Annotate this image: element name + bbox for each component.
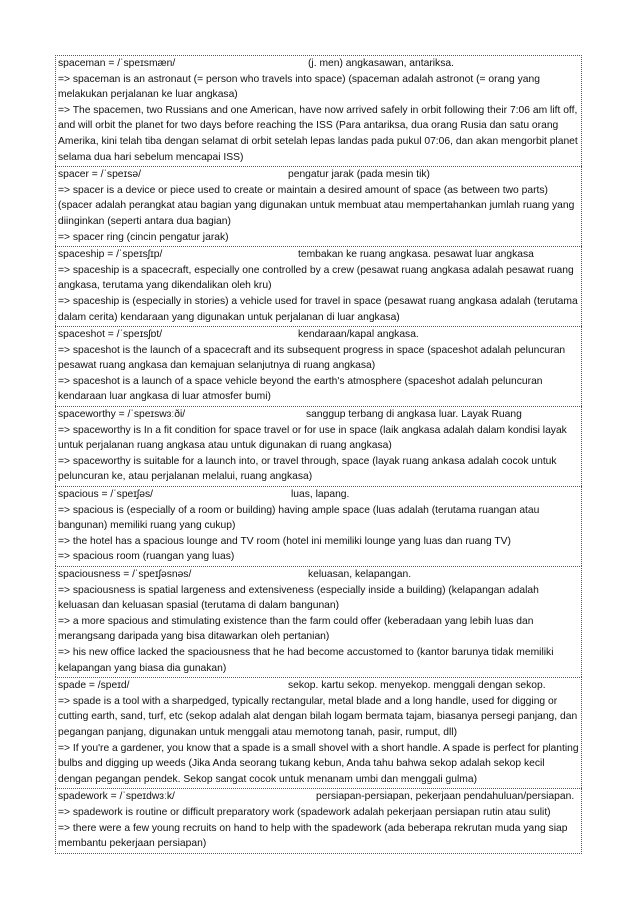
entry-line: => there were a few young recruits on hand to help with the spadework (ada beberapa rekrutan muda yang siap membantu pekerjaan persiapan): [58, 822, 568, 850]
entry-line: => spaceshot is a launch of a space vehicle beyond the earth's atmosphere (spaceshot adalah peluncuran kendaraan luar angkasa di luar atmosfer bumi): [58, 375, 543, 403]
entry-head: [58, 789, 579, 805]
entry-meaning: sekop. kartu sekop. menyekop. menggali dengan sekop.: [288, 680, 546, 692]
entry-spadework: [55, 788, 582, 853]
dictionary-page: [55, 55, 582, 854]
entry-line: => The spacemen, two Russians and one American, have now arrived safely in orbit following their 7:06 am lift off, and will orbit the planet for two days before reaching the ISS (Para antariksa, dua orang Rusia dan satu orang Amerika, kini telah tiba dengan selamat di orbit setelah lepas landas pada pukul 07:06, dan akan mengorbit planet selama dua hari sebelum mencapai ISS): [58, 104, 578, 163]
entry-head: [58, 167, 579, 183]
entry-head: [58, 56, 579, 72]
entry-line: => spaceworthy is In a fit condition for space travel or for use in space (laik angkasa adalah dalam kondisi layak untuk perjalanan ruang angkasa atau untuk digunakan di ruang angkasa): [58, 424, 567, 452]
entry-spacer: [55, 166, 582, 246]
entry-head: [58, 678, 579, 694]
entry-spade: [55, 677, 582, 788]
entry-term: spacer = /ˈspeɪsə/: [58, 169, 141, 181]
entry-term: spaceship = /ˈspeɪsʃɪp/: [58, 249, 163, 261]
entry-spaceship: [55, 246, 582, 326]
entry-line: => spacer ring (cincin pengatur jarak): [58, 231, 229, 243]
entry-term: spade = /speɪd/: [58, 680, 130, 692]
entry-term: spadework = /ˈspeɪdwɜːk/: [58, 791, 175, 803]
entry-line: => spadework is routine or difficult preparatory work (spadework adalah pekerjaan persiapan rutin atau sulit): [58, 806, 551, 818]
entry-spacious: [55, 486, 582, 566]
entry-line: => spaceworthy is suitable for a launch into, or travel through, space (layak ruang ankasa adalah cocok untuk peluncuran ke, atau perjalanan melalui, ruang angkasa): [58, 455, 557, 483]
entry-head: [58, 487, 579, 503]
entry-meaning: kendaraan/kapal angkasa.: [298, 329, 419, 341]
entry-spaciousness: [55, 566, 582, 677]
entry-line: => a more spacious and stimulating existence than the farm could offer (keberadaan yang lebih luas dan merangsang daripada yang bisa ditawarkan oleh pertanian): [58, 615, 534, 643]
entry-head: [58, 327, 579, 343]
entry-meaning: tembakan ke ruang angkasa. pesawat luar angkasa: [298, 249, 534, 261]
entry-head: [58, 567, 579, 583]
entry-spaceworthy: [55, 406, 582, 486]
entry-meaning: sanggup terbang di angkasa luar. Layak Ruang: [306, 409, 522, 421]
entry-head: [58, 407, 579, 423]
entry-line: => spacious room (ruangan yang luas): [58, 551, 235, 563]
entry-line: => If you're a gardener, you know that a spade is a small shovel with a short handle. A spade is perfect for planting bulbs and digging up weeds (Jika Anda seorang tukang kebun, Anda tahu bahwa sekop adalah sekop kecil dengan pegangan pendek. Sekop sangat cocok untuk menanam umbi dan menggali gulma): [58, 742, 579, 785]
entry-line: => his new office lacked the spaciousness that he had become accustomed to (kantor barunya tidak memiliki kelapangan yang biasa dia gunakan): [58, 646, 554, 674]
entry-line: => spacious is (especially of a room or building) having ample space (luas adalah (terutama ruangan atau bangunan) memiliki ruang yang cukup): [58, 504, 540, 532]
entry-meaning: luas, lapang.: [291, 489, 350, 501]
entry-term: spaceshot = /ˈspeɪsʃɒt/: [58, 329, 163, 341]
entry-term: spaciousness = /ˈspeɪʃəsnəs/: [58, 569, 192, 580]
entry-meaning: persiapan-persiapan, pekerjaan pendahuluan/persiapan.: [316, 791, 575, 803]
entry-line: => spaceship is (especially in stories) a vehicle used for travel in space (pesawat ruang angkasa adalah (terutama dalam cerita) kendaraan yang digunakan untuk perjalanan di luar angkasa): [58, 295, 578, 323]
entry-head: [58, 247, 579, 263]
entry-line: => spaceship is a spacecraft, especially one controlled by a crew (pesawat ruang angkasa adalah pesawat ruang angkasa, terutama yang dikendalikan oleh kru): [58, 264, 574, 292]
entry-meaning: (j. men) angkasawan, antariksa.: [308, 58, 454, 69]
entry-meaning: pengatur jarak (pada mesin tik): [288, 169, 430, 181]
entry-line: => spaciousness is spatial largeness and extensiveness (especially inside a building) (kelapangan adalah keluasan dan keluasan spasial (terutama di dalam bangunan): [58, 584, 539, 612]
entry-line: => spaceshot is the launch of a spacecraft and its subsequent progress in space (spaceshot adalah peluncuran pesawat ruang angkasa dan kemajuan selanjutnya di ruang angkasa): [58, 344, 566, 372]
entry-term: spaceman = /ˈspeɪsmæn/: [58, 58, 176, 69]
entry-line: => spade is a tool with a sharpedged, typically rectangular, metal blade and a long handle, used for digging or cutting earth, sand, turf, etc (sekop adalah alat dengan bilah logam bermata tajam, biasanya persegi panjang, dan pegangan panjang, digunakan untuk menggali atau memotong tanah, pasir, rumput, dll): [58, 695, 578, 738]
entry-term: spacious = /ˈspeɪʃəs/: [58, 489, 153, 501]
entry-line: => the hotel has a spacious lounge and TV room (hotel ini memiliki lounge yang luas dan ruang TV): [58, 535, 511, 547]
entry-spaceman: [55, 55, 582, 166]
entry-line: => spacer is a device or piece used to create or maintain a desired amount of space (as between two parts) (spacer adalah perangkat atau bagian yang digunakan untuk membuat atau mempertahankan jumlah ruang yang diinginkan (seperti antara dua bagian): [58, 184, 575, 227]
entry-term: spaceworthy = /ˈspeɪswɜːði/: [58, 409, 186, 421]
entry-spaceshot: [55, 326, 582, 406]
entry-line: => spaceman is an astronaut (= person who travels into space) (spaceman adalah astronot (= orang yang melakukan perjalanan ke luar angkasa): [58, 73, 540, 101]
entry-meaning: keluasan, kelapangan.: [308, 569, 412, 580]
